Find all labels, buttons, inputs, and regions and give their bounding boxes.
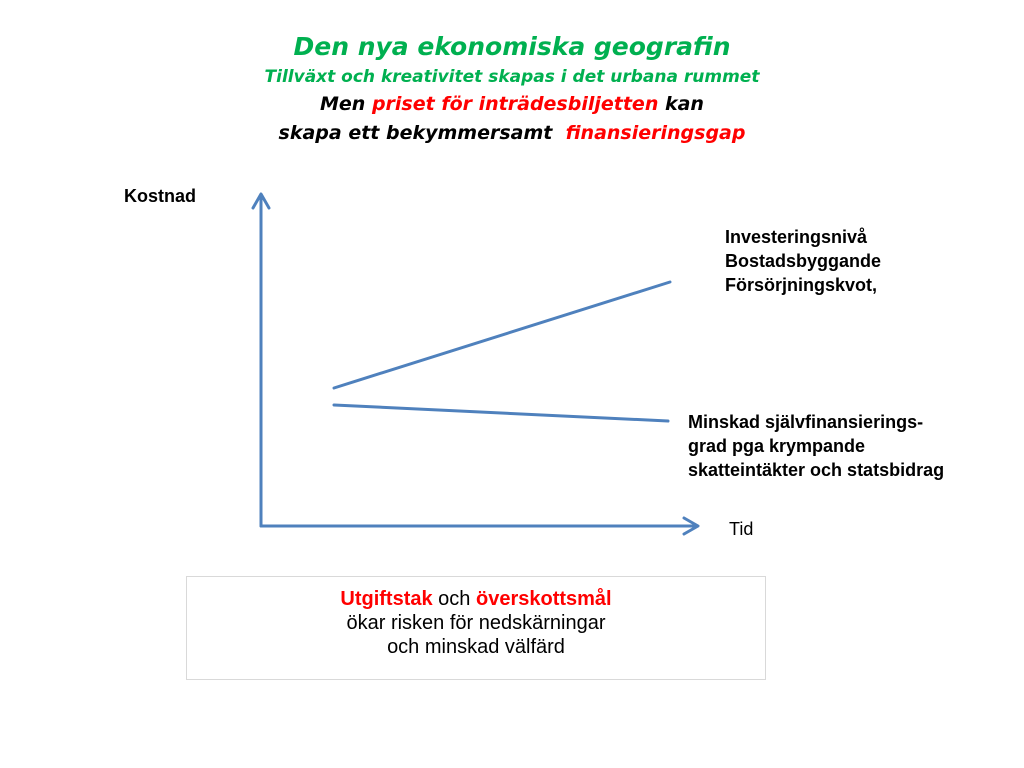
x-axis-label: Tid xyxy=(729,519,754,539)
callout-line-3: och minskad välfärd xyxy=(387,636,565,658)
upper-trend-line xyxy=(334,282,670,388)
callout-word-1: Utgiftstak xyxy=(340,588,433,610)
title-line-4-pre: skapa ett bekymmersamt xyxy=(278,122,566,144)
title-line-3-highlight: priset för inträdesbiljetten xyxy=(371,93,659,115)
callout-box xyxy=(186,576,766,680)
callout-line-2: ökar risken för nedskärningar xyxy=(346,612,606,634)
title-line-3-pre: Men xyxy=(320,93,372,115)
callout-word-2: överskottsmål xyxy=(475,588,612,610)
upper-line-label-1: Investeringsnivå xyxy=(725,227,868,247)
upper-line-label-3: Försörjningskvot, xyxy=(725,275,878,295)
lower-line-label xyxy=(688,410,944,482)
callout-joiner: och xyxy=(432,588,476,610)
main-title: Den nya ekonomiska geografin xyxy=(293,32,731,61)
subtitle: Tillväxt och kreativitet skapas i det urbana rummet xyxy=(264,67,760,87)
title-line-3-post: kan xyxy=(658,93,704,115)
upper-line-label-2: Bostadsbyggande xyxy=(725,251,882,271)
lower-trend-line xyxy=(334,405,668,421)
y-axis-label: Kostnad xyxy=(124,186,196,206)
title-line-4-highlight: finansieringsgap xyxy=(565,122,746,144)
callout-line-1 xyxy=(187,587,765,611)
lower-line-label-2: grad pga krympande xyxy=(688,436,866,456)
upper-line-label xyxy=(725,225,881,297)
lower-line-label-1: Minskad självfinansierings- xyxy=(688,412,924,432)
lower-line-label-3: skatteintäkter och statsbidrag xyxy=(688,460,945,480)
